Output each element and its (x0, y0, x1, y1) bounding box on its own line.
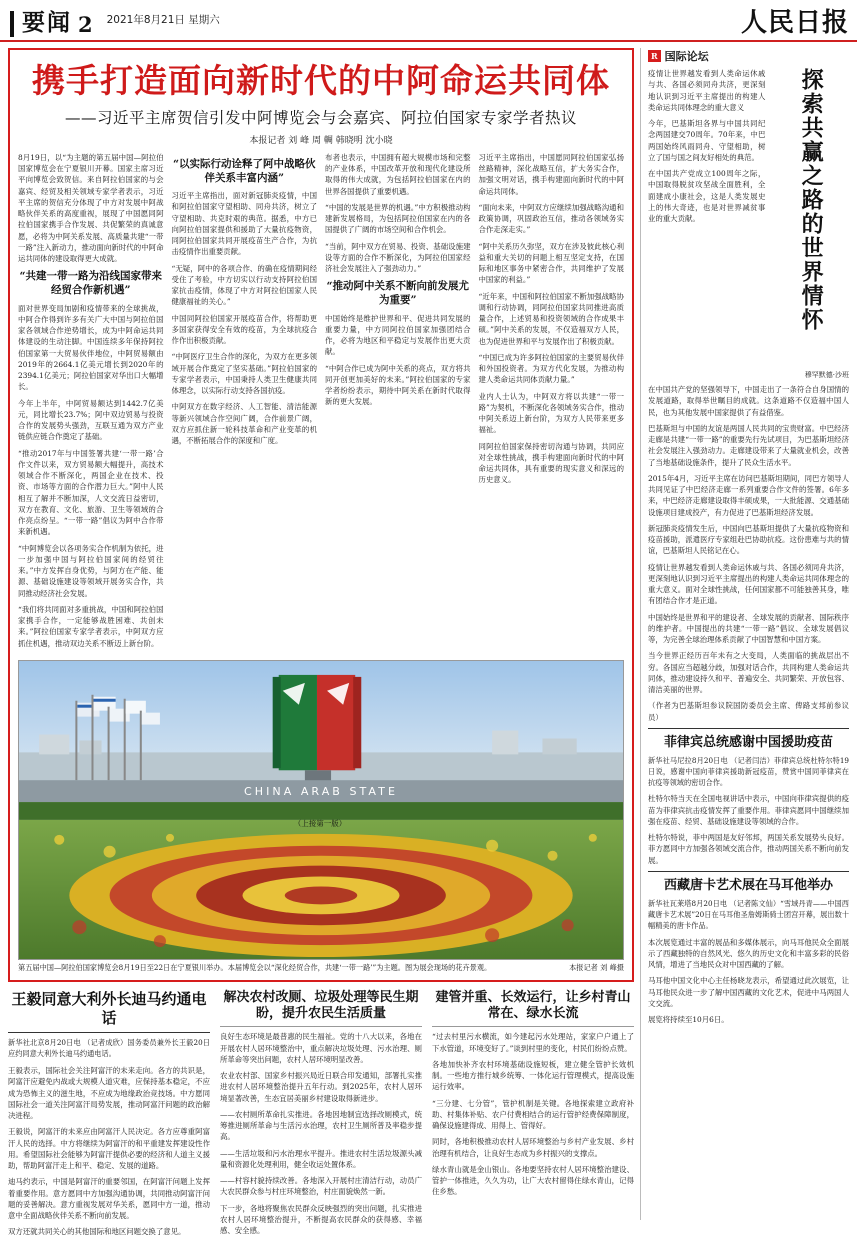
lead-columns (18, 152, 624, 654)
forum-mark-icon: R (648, 50, 661, 62)
lead-subtitle-2: “以实际行动诠释了阿中战略伙伴关系丰富内涵” (172, 157, 316, 184)
paragraph: “阿中关系历久弥坚，双方在涉及彼此核心利益和重大关切的问题上相互坚定支持，在国际和地区事务中紧密合作，共同维护了发展中国家的利益。” (478, 241, 624, 285)
paragraph: 当今世界正经历百年未有之大变局，人类面临的挑战层出不穷。各国应当超越分歧，加强对话合作，共同构建人类命运共同体，推动建设持久和平、普遍安全、共同繁荣、开放包容、清洁美丽的世界。 (648, 651, 849, 694)
paragraph: 疫情让世界越发看到人类命运休戚与共、各国必须同舟共济，更深刻地认识到习近平主席提出的构建人类命运共同体理念的重大意义 (648, 69, 766, 112)
paragraph: 在中国共产党成立100周年之际，中国取得脱贫攻坚战全面胜利，全面建成小康社会，这是人类发展史上的伟大奇迹，也是对世界减贫事业的重大贡献。 (648, 169, 766, 223)
paragraph: “中国的发展是世界的机遇。”中方积极推动构建新发展格局，为包括阿拉伯国家在内的各国提供了广阔的市场空间和合作机会。 (325, 202, 471, 235)
photo-caption-text: 第五届中国—阿拉伯国家博览会8月19日至22日在宁夏银川举办。本届博览会以“深化经贸合作，共建‘一带一路’”为主题。图为展会现场的花卉景观。 (18, 962, 492, 972)
lead-photo (18, 660, 624, 960)
lead-column-2 (172, 152, 318, 654)
page-title: 携手打造面向新时代的中阿命运共同体 (32, 61, 610, 100)
paragraph: 绿水青山就是金山银山。各地要坚持农村人居环境整治建设、管护一体推进，久久为功，让广大农村留得住绿水青山，记得住乡愁。 (432, 1164, 634, 1197)
paragraph: 中阿双方在数字经济、人工智能、清洁能源等新兴领域合作空间广阔，合作前景广阔，双方应抓住新一轮科技革命和产业变革的机遇，不断拓展合作的深度和广度。 (171, 402, 317, 446)
lead-package (8, 48, 634, 982)
photo-credit: 本报记者 刘 峰摄 (569, 962, 624, 972)
article-green-village (432, 990, 634, 1243)
paragraph: 8月19日，以“为主题的第五届中国—阿拉伯国家博览会在宁夏银川开幕。国家主席习近平向博览会致贺信。来自阿拉伯国家的与会嘉宾、经贸及相关领域专家学者表示，习近平主席的贺信充分体现了中方对发展中阿战略伙伴关系的高度重视，展现了中国愿同阿拉伯国家携手合作发展、共促繁荣的真诚意愿，必将为中阿关系发展、高质量共建“一带一路”注入新动力，推动面向新时代的中阿命运共同体的建设取得更大成就。 (18, 152, 164, 264)
paragraph: 中国始终是世界和平的建设者、全球发展的贡献者、国际秩序的维护者。中国提出的共建“一带一路”倡议、全球发展倡议等，为完善全球治理体系贡献了中国智慧和中国方案。 (648, 612, 849, 644)
paragraph: 巴基斯坦与中国的友谊是两国人民共同的宝贵财富。中巴经济走廊是共建“一带一路”的重要先行先试项目，为巴基斯坦经济社会发展注入强劲动力。走廊建设带来了大量就业机会，改善了当地基础设施条件，提升了民众生活水平。 (648, 423, 849, 467)
paragraph: 疫情让世界越发看到人类命运休戚与共、各国必须同舟共济，更深刻地认识到习近平主席提出的构建人类命运共同体理念的重大意义。面对全球性挑战，任何国家都不可能独善其身，唯有团结合作才是正道。 (648, 562, 849, 606)
continued-note: （上接第一版） (293, 819, 347, 828)
paragraph: 业内人士认为，中阿双方将以共建“一带一路”为契机，不断深化各领域务实合作，推动中阿关系迈上新台阶，为双方人民带来更多福祉。 (478, 391, 624, 435)
paragraph: 今年上半年，中阿贸易额达到1442.7亿美元，同比增长23.7%；阿中双边贸易与投资合作的发展势头强劲，互联互通为双方产业链供应链合作奠定了基础。 (18, 398, 164, 442)
lead-subtitle-1: “共建一带一路为沿线国家带来经贸合作新机遇” (19, 270, 163, 297)
article-title: 解决农村改厕、垃圾处理等民生期盼，提升农民生活质量 (223, 989, 419, 1022)
masthead (0, 0, 857, 42)
paragraph: “推动2017年与中国签署共建‘一带一路’合作文件以来，双方贸易额大幅提升，高技术领域合作不断深化，两国企业在技术、投资、市场等方面的合作潜力巨大。”阿中人民相互了解并不断加深，人文交流日益密切，双方在教育、文化、旅游、卫生等领域的合作亮点纷呈。“一带一路”倡议为阿中合作带来新机遇。 (18, 448, 164, 537)
paragraph: “我们将共同面对多重挑战，中国和阿拉伯国家携手合作，一定能够战胜困难、共创未来。”阿拉伯国家专家学者表示，中阿双方应抓住机遇，推动双边关系不断迈上新台阶。 (18, 604, 164, 648)
paragraph: “无疑，阿中的各项合作、的确在疫情期间经受住了考验，中方切实以行动支持阿拉伯国家抗击疫情，体现了中方对阿拉伯国家人民健康福祉的关心。” (171, 263, 317, 307)
paragraph: “过去村里污水横流，如今建起污水处理站，家家户户通上了下水管道，环境变好了。”谈到村里的变化，村民们纷纷点赞。 (432, 1032, 634, 1053)
paragraph: 良好生态环境是最普惠的民生福祉。党的十八大以来，各地在开展农村人居环境整治中，重点解决垃圾处理、污水治理、厕所革命等突出问题，农村人居环境明显改善。 (220, 1032, 422, 1064)
paragraph: 新冠肺炎疫情发生后，中国向巴基斯坦提供了大量抗疫物资和疫苗援助，派遣医疗专家组赴巴协助抗疫。这份患难与共的情谊，巴基斯坦人民铭记在心。 (648, 523, 849, 556)
paragraph: 中国始终是维护世界和平、促进共同发展的重要力量，中方同阿拉伯国家加强团结合作，必将为地区和平稳定与发展作出更大贡献。 (325, 313, 471, 357)
article-wang-yi (8, 990, 210, 1243)
article-rural-toilets (220, 990, 422, 1243)
paragraph: “中阿博览会以各项务实合作机制为依托，进一步加强中国与阿拉伯国家间的经贸往来。”中方发挥自身优势，与阿方在产能、能源、基础设施建设等领域开展务实合作，共同推动经济社会发展。 (18, 543, 164, 598)
paragraph: 杜特尔特说，菲中两国是友好邻邦，两国关系发展势头良好。菲方愿同中方加强各领域交流合作，推动两国关系不断向前发展。 (648, 833, 849, 865)
paragraph: 展览将持续至10月6日。 (648, 1015, 729, 1025)
divider (648, 728, 849, 729)
svg-text:CHINA ARAB STATE: CHINA ARAB STATE (244, 785, 398, 799)
lead-subhead: ——习近平主席贺信引发中阿博览会与会嘉宾、阿拉伯国家专家学者热议 (64, 108, 577, 127)
divider (648, 871, 849, 872)
paragraph: 习近平主席指出，中国愿同阿拉伯国家弘扬丝路精神，深化战略互信，扩大务实合作，加强文明对话，携手构建面向新时代的中阿命运共同体。 (478, 152, 624, 196)
paragraph: 中国同阿拉伯国家开展疫苗合作，将帮助更多国家获得安全有效的疫苗，为全球抗疫合作作出积极贡献。 (171, 313, 317, 346)
paragraph: 习近平主席指出，面对新冠肺炎疫情，中国和阿拉伯国家守望相助、同舟共济，树立了守望相助、共克时艰的典范。据悉，中方已向阿拉伯国家提供和援助了大量抗疫物资，同阿拉伯国家共同开展疫苗生产合作，为抗击疫情作出重要贡献。 (171, 191, 317, 257)
paragraph: 马耳他中国文化中心主任杨晓龙表示，希望通过此次展览，让马耳他民众进一步了解中国西藏的文化艺术，促进中马两国人文交流。 (648, 976, 849, 1008)
divider (432, 1026, 634, 1027)
lead-subtitle-3: “推动阿中关系不断向前发展尤为重要” (326, 280, 470, 307)
badge-bar (10, 11, 14, 37)
article-title: 王毅同意大利外长迪马约通电话 (11, 989, 207, 1027)
paragraph: 王毅说，阿富汗的未来应由阿富汗人民决定。各方应尊重阿富汗人民的选择。中方将继续为阿富汗的和平重建发挥建设性作用。希望国际社会能够为阿富汗提供必要的经济和人道主义援助，帮助阿富汗走上和平、稳定、发展的道路。 (8, 1127, 210, 1171)
lead-byline: 本报记者 刘 峰 周 輖 韩晓明 沈小晓 (249, 135, 393, 146)
paragraph: 在中国共产党的坚强领导下，中国走出了一条符合自身国情的发展道路，取得举世瞩目的成就。这条道路不仅造福中国人民，也为其他发展中国家提供了有益借鉴。 (648, 385, 849, 417)
paragraph: 面对世界变局加剧和疫情带来的全球挑战，中阿合作得到许多有关广大中国与阿拉伯国家各领域合作逆势增长，成为中阿命运共同体建设的生动注脚。中国连续多年保持阿拉伯国家第一大贸易伙伴地位，中阿贸易额由2019年的2664.1亿美元增长到2020年的2394.1亿美元；阿拉伯国家对华出口大幅增长。 (18, 303, 164, 392)
commentary-title: 探索共赢之路的世界情怀 (798, 68, 825, 332)
divider (220, 1026, 422, 1027)
dateline: 新华社瓦莱塔8月20日电 （记者陈文仙）“雪域丹青——中国西藏唐卡艺术展”20日在马耳他圣詹姆斯骑士团宫开幕，展出数十幅精美的唐卡作品。 (648, 898, 849, 930)
article-title: 建管并重、长效运行，让乡村青山常在、绿水长流 (435, 989, 631, 1022)
forum-label: 国际论坛 (664, 50, 709, 63)
paragraph: 同阿拉伯国家保持密切沟通与协调，共同应对全球性挑战，携手构建面向新时代的中阿命运共同体，具有重要的现实意义和深远的历史意义。 (478, 441, 624, 485)
page-body (0, 42, 857, 1237)
paragraph: 各地加快补齐农村环境基础设施短板，建立健全管护长效机制。一些地方推行城乡统筹、一体化运行管理模式，提高设施运行效率。 (432, 1059, 634, 1092)
paragraph: 布者也表示，中国拥有超大规模市场和完整的产业体系，中国改革开放和现代化建设所取得的伟大成就，为包括阿拉伯国家在内的世界各国提供了重要机遇。 (325, 152, 471, 196)
paragraph: ——村容村貌持续改善。各地深入开展村庄清洁行动，动员广大农民群众参与村庄环境整治，村庄面貌焕然一新。 (220, 1176, 422, 1197)
article-title: 菲律宾总统感谢中国援助疫苗 (663, 734, 833, 750)
forum-tag (648, 48, 849, 64)
left-zone (8, 48, 634, 1237)
lead-column-4 (479, 152, 625, 654)
paragraph: 同时，各地积极推动农村人居环境整治与乡村产业发展、乡村治理有机结合，让良好生态成为乡村振兴的支撑点。 (432, 1137, 634, 1158)
page-number: 2 (78, 11, 93, 37)
issue-date: 2021年8月21日 星期六 (106, 13, 220, 26)
paper-logo: 人民日报 (740, 8, 849, 38)
paragraph: 下一步，各地将聚焦农民群众反映强烈的突出问题，扎实推进农村人居环境整治提升，不断提高农民群众的获得感、幸福感、安全感。 (220, 1203, 422, 1236)
paragraph: “三分建、七分管”，管护机制是关键。各地探索建立政府补助、村集体补贴、农户付费相结合的运行管护经费保障制度，确保设施建得成、用得上、管得好。 (432, 1098, 634, 1131)
paragraph: 双方还就共同关心的其他国际和地区问题交换了意见。 (8, 1227, 186, 1237)
paragraph: 王毅表示，国际社会关注阿富汗的未来走向。各方的共识是，阿富汗应避免内战或大规模人道灾难，应保持基本稳定，不应成为恐怖主义的滋生地，不应成为地缘政治竞技场。中方愿同国际社会一道关注阿富汗局势发展，推动阿富汗问题的政治解决进程。 (8, 1066, 210, 1121)
paragraph: “中阿医疗卫生合作的深化，为双方在更多领域开展合作奠定了坚实基础。”阿拉伯国家的专家学者表示，中国秉持人类卫生健康共同体理念，以实际行动支持各国抗疫。 (171, 352, 317, 396)
paragraph: 杜特尔特当天在全国电视讲话中表示，中国向菲律宾提供的疫苗为菲律宾抗击疫情发挥了重要作用。菲律宾愿同中国继续加强在疫苗、经贸、基础设施建设等领域的合作。 (648, 794, 849, 826)
lead-column-3 (325, 152, 471, 654)
commentary-top (648, 68, 849, 368)
section-name: 要闻 (22, 8, 72, 36)
paragraph: “近年来，中国和阿拉伯国家不断加强战略协调和行动协调，同阿拉伯国家共同推进高质量合作，上述贸易和投资领域的合作成果丰硕。”阿中关系的发展，不仅造福双方人民，也为促进世界和平与发展作出了积极贡献。 (478, 291, 624, 346)
paragraph: “中阿合作已成为阿中关系的亮点，双方将共同开创更加美好的未来。”阿拉伯国家的专家学者纷纷表示，期待中阿关系在新时代取得新的更大发展。 (325, 363, 471, 407)
lead-photo-wrap (18, 660, 624, 974)
paragraph: “中国已成为许多阿拉伯国家的主要贸易伙伴和外国投资者。为双方代化发展，为推动构建人类命运共同体贡献力量。” (478, 352, 624, 385)
photo-caption (18, 963, 624, 974)
dateline: 新华社北京8月20日电 （记者成欣）国务委员兼外长王毅20日应约同意大利外长迪马约通电话。 (8, 1038, 210, 1059)
lead-column-1 (18, 152, 164, 654)
paragraph: 本次展览通过丰富的展品和多媒体展示，向马耳他民众全面展示了西藏独特的自然风光、悠久的历史文化和丰富多彩的民俗风情，增进了当地民众对中国西藏的了解。 (648, 937, 849, 970)
paragraph: 今年，巴基斯坦各界与中国共同纪念两国建交70周年。70年来，中巴两国始终风雨同舟、守望相助，树立了国与国之间友好相处的典范。 (648, 119, 766, 162)
divider (8, 1032, 210, 1033)
commentary-lead (648, 68, 765, 368)
right-zone (640, 48, 849, 1220)
paragraph: “当前，阿中双方在贸易、投资、基础设施建设等方面的合作不断深化，为阿拉伯国家经济社会发展注入了强劲动力。” (325, 241, 471, 274)
paragraph: 迪马约表示，中国是阿富汗的重要邻国，在阿富汗问题上发挥着重要作用。意方愿同中方加强沟通协调，共同推动阿富汗问题的妥善解决。意方重视发展对华关系，愿同中方一道，推动意中全面战略伙伴关系不断向前发展。 (8, 1177, 210, 1221)
paragraph: ——生活垃圾和污水治理水平提升。推进农村生活垃圾源头减量和资源化处理利用，健全收运处置体系。 (220, 1148, 422, 1169)
dateline: 新华社马尼拉8月20日电 （记者闫洁）菲律宾总统杜特尔特19日说，感谢中国向菲律宾援助新冠疫苗，赞赏中国同菲律宾在抗疫等领域的密切合作。 (648, 755, 849, 787)
article-title: 西藏唐卡艺术展在马耳他举办 (663, 877, 833, 893)
paragraph: （作者为巴基斯坦参议院国防委员会主席、俾路支邦前参议员） (648, 701, 849, 722)
commentary-author: 穆罕默德·沙班 (804, 371, 849, 379)
paragraph: ——农村厕所革命扎实推进。各地因地制宜选择改厕模式，统筹推进厕所革命与生活污水治理，农村卫生厕所普及率稳步提高。 (220, 1109, 422, 1142)
paragraph: “面向未来，中阿双方应继续加强战略沟通和政策协调，巩固政治互信，推动各领域务实合作走深走实。” (478, 202, 624, 235)
paragraph: 农业农村部、国家乡村振兴局近日联合印发通知，部署扎实推进农村人居环境整治提升五年行动。到2025年，农村人居环境显著改善，生态宜居美丽乡村建设取得新进步。 (220, 1071, 422, 1103)
commentary-vertical-title-wrap (771, 68, 849, 368)
lower-articles (8, 990, 634, 1243)
paragraph: 2015年4月，习近平主席在访问巴基斯坦期间，同巴方领导人共同见证了中巴经济走廊一系列重要合作文件的签署。6年多来，中巴经济走廊建设取得丰硕成果，一大批能源、交通基础设施项目建成投产，有力促进了巴基斯坦经济发展。 (648, 473, 849, 517)
section-badge (10, 4, 93, 37)
